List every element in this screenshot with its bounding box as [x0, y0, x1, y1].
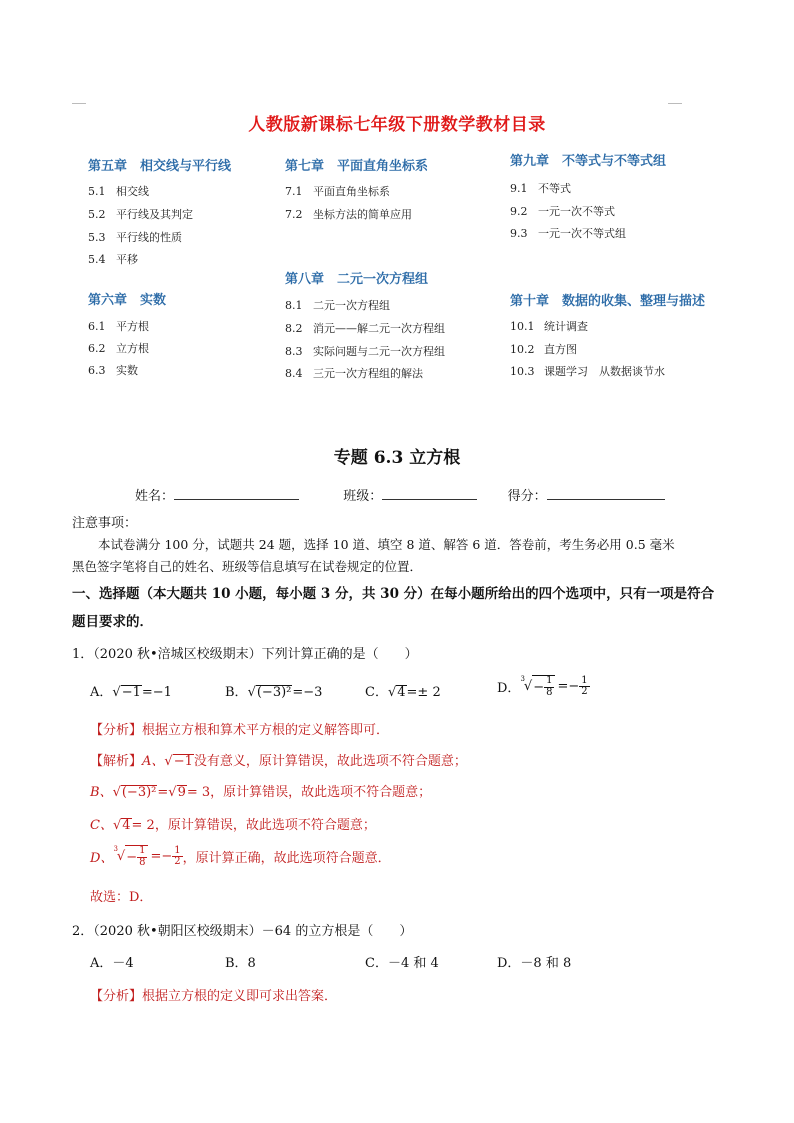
header-mark-right [668, 103, 682, 104]
section-heading-cont: 题目要求的． [72, 614, 153, 630]
q1-analysis: 【分析】根据立方根和算术平方根的定义解答即可． [90, 723, 390, 738]
notes-heading: 注意事项： [72, 516, 138, 531]
topic-title: 专题 6.3 立方根 [333, 448, 461, 468]
score-field[interactable] [547, 486, 665, 500]
q2-option-a: A．－4 [90, 956, 134, 971]
class-field[interactable] [382, 486, 477, 500]
class-label: 班级： [343, 489, 383, 504]
toc-section: 8.1 二元一次方程组 [285, 299, 390, 312]
toc-section: 8.4 三元一次方程组的解法 [285, 367, 423, 380]
score-label: 得分： [507, 489, 547, 504]
notes-line-1: 本试卷满分 100 分，试题共 24 题，选择 10 道、填空 8 道、解答 6 道．答卷前，考生务必用 0.5 毫米 [98, 537, 675, 552]
toc-section: 5.4 平移 [88, 253, 138, 266]
header-mark-left [72, 103, 86, 104]
toc-section: 10.2 直方图 [510, 343, 577, 356]
chapter-5-title: 第五章 相交线与平行线 [88, 159, 232, 174]
toc-section: 5.1 相交线 [88, 185, 149, 198]
toc-section: 8.2 消元——解二元一次方程组 [285, 322, 445, 335]
q1-solution-b: B、√(−3)²=√9= 3，原计算错误，故此选项不符合题意； [90, 785, 432, 800]
toc-title: 人教版新课标七年级下册数学教材目录 [248, 115, 546, 135]
notes-line-2: 黑色签字笔将自己的姓名、班级等信息填写在试卷规定的位置． [72, 559, 423, 574]
q2-option-b: B．8 [225, 956, 256, 971]
toc-section: 9.1 不等式 [510, 182, 571, 195]
toc-section: 8.3 实际问题与二元一次方程组 [285, 345, 445, 358]
q1-option-c: C．√4=± 2 [365, 685, 441, 700]
toc-section: 5.3 平行线的性质 [88, 231, 182, 244]
toc-section: 10.3 课题学习 从数据谈节水 [510, 365, 665, 378]
q1-option-d: D． $^3$ √ − $\frac{1}{8}$ =− $\frac{1}{2}$ [497, 674, 588, 698]
toc-section: 6.2 立方根 [88, 342, 149, 355]
q1-answer: 故选：D． [90, 890, 153, 905]
chapter-9-title: 第九章 不等式与不等式组 [510, 154, 667, 169]
q1-option-a: A．√−1=−1 [90, 685, 172, 700]
toc-section: 6.3 实数 [88, 364, 138, 377]
q2-option-d: D．－8 和 8 [497, 956, 572, 971]
question-2-stem: 2．（2020 秋•朝阳区校级期末）－64 的立方根是（ ） [72, 924, 413, 939]
section-heading: 一、选择题（本大题共 10 小题，每小题 3 分，共 30 分）在每小题所给出的四个选项中，只有一项是符合 [72, 586, 715, 602]
q1-solution-a: 【解析】A、√−1没有意义，原计算错误，故此选项不符合题意； [90, 754, 467, 769]
toc-section: 7.2 坐标方法的简单应用 [285, 208, 412, 221]
q2-option-c: C．－4 和 4 [365, 956, 439, 971]
toc-section: 10.1 统计调查 [510, 320, 588, 333]
q1-solution-d: D、 $^3$ √ − $\frac{1}{8}$ =− $\frac{1}{2}$ ，原计算正确，故此选项符合题意． [90, 844, 391, 868]
student-info-row [135, 485, 665, 504]
toc-section: 5.2 平行线及其判定 [88, 208, 193, 221]
toc-section: 9.3 一元一次不等式组 [510, 227, 626, 240]
chapter-7-title: 第七章 平面直角坐标系 [285, 159, 429, 174]
chapter-10-title: 第十章 数据的收集、整理与描述 [510, 294, 706, 309]
q2-analysis: 【分析】根据立方根的定义即可求出答案． [90, 989, 338, 1004]
toc-section: 7.1 平面直角坐标系 [285, 185, 390, 198]
chapter-6-title: 第六章 实数 [88, 293, 167, 308]
chapter-8-title: 第八章 二元一次方程组 [285, 272, 429, 287]
q1-option-b: B．√(−3)²=−3 [225, 685, 323, 700]
name-field[interactable] [174, 486, 299, 500]
toc-section: 6.1 平方根 [88, 320, 149, 333]
toc-section: 9.2 一元一次不等式 [510, 205, 615, 218]
question-1-stem: 1．（2020 秋•涪城区校级期末）下列计算正确的是（ ） [72, 647, 418, 662]
q1-solution-c: C、√4= 2，原计算错误，故此选项不符合题意； [90, 818, 376, 833]
name-label: 姓名： [135, 489, 175, 504]
